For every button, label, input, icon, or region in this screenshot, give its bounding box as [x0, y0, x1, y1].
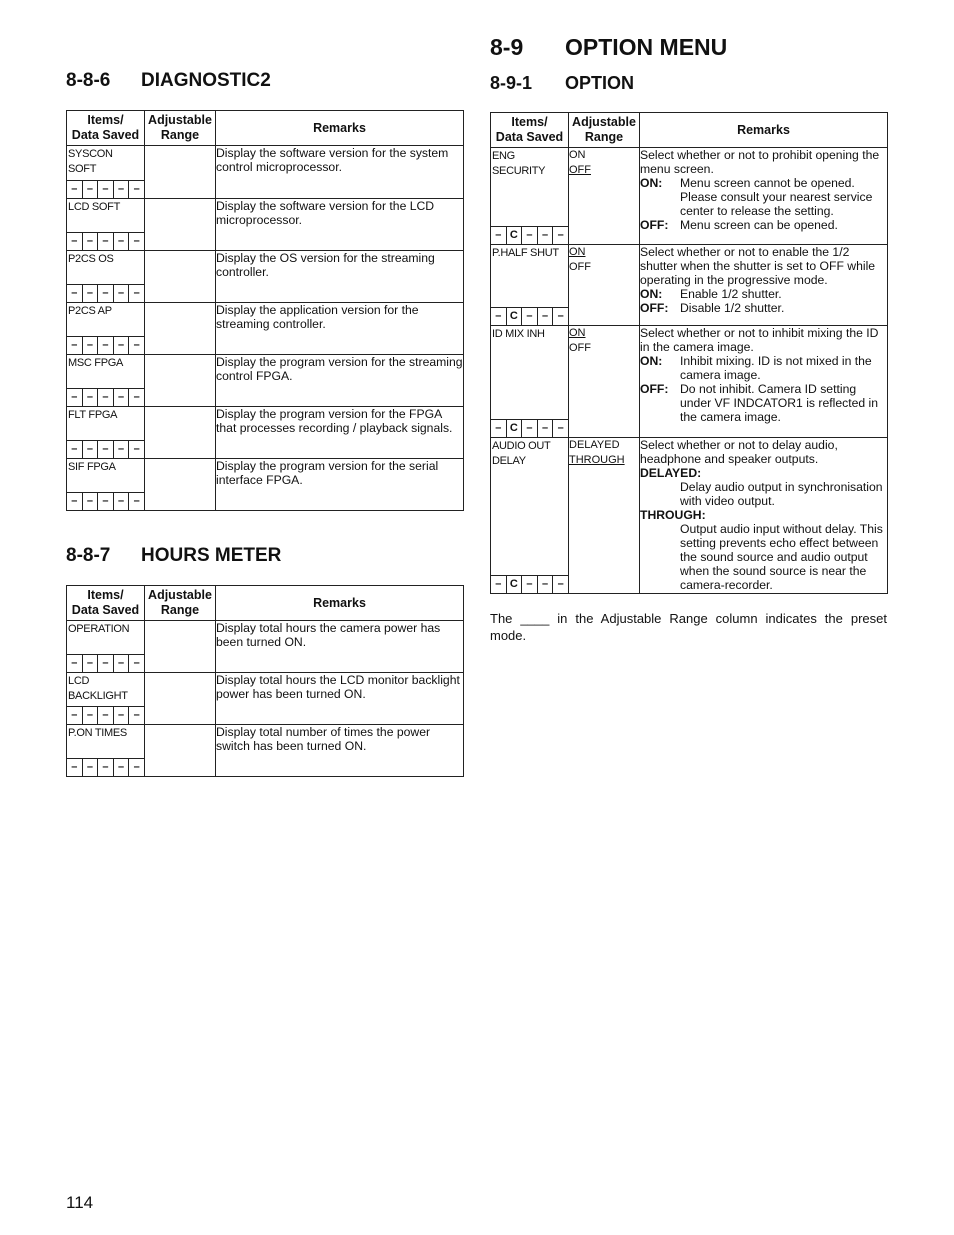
saved-flag: – — [98, 389, 114, 406]
range-cell — [145, 621, 216, 673]
saved-flag: – — [133, 287, 140, 299]
definition-key: OFF: — [640, 218, 669, 232]
remarks-definition — [640, 176, 887, 218]
header-range-line2: Range — [584, 130, 624, 144]
remarks-definition — [640, 354, 887, 382]
range-option: ON — [569, 149, 586, 161]
header-items-line2: Data Saved — [71, 128, 140, 142]
saved-flag: – — [83, 759, 99, 776]
table-header-row — [67, 111, 464, 146]
saved-flag: – — [83, 707, 99, 724]
saved-flag: – — [538, 420, 554, 437]
item-cell — [67, 673, 145, 725]
item-cell — [67, 621, 145, 673]
item-cell — [67, 251, 145, 303]
range-cell — [569, 326, 640, 438]
section-title: DIAGNOSTIC2 — [141, 70, 271, 91]
item-cell — [67, 459, 145, 511]
definition-value: Do not inhibit. Camera ID setting under VF INDCATOR1 is reflected in the camera image. — [680, 382, 879, 424]
remarks-cell: Display the program version for the serial interface FPGA. — [216, 459, 464, 511]
saved-flag: – — [557, 310, 564, 322]
range-cell — [569, 245, 640, 326]
saved-flag: – — [67, 389, 83, 406]
definition-value: Disable 1/2 shutter. — [680, 301, 785, 315]
definition-value: Menu screen can be opened. — [680, 218, 838, 232]
saved-flag: – — [83, 285, 99, 302]
saved-flag: – — [83, 233, 99, 250]
section-heading-option-menu — [490, 34, 887, 61]
saved-flag: – — [114, 233, 130, 250]
definition-key: ON: — [640, 176, 663, 190]
definition-key: THROUGH: — [640, 508, 706, 522]
saved-flag: – — [522, 227, 538, 244]
saved-flag: – — [114, 441, 130, 458]
saved-flag: – — [83, 441, 99, 458]
header-items-line1: Items/ — [87, 113, 124, 127]
definition-key: DELAYED: — [640, 466, 702, 480]
range-cell — [145, 673, 216, 725]
range-cell — [145, 725, 216, 777]
item-name: SIF FPGA — [68, 461, 116, 473]
data-saved-flags — [67, 232, 144, 250]
item-cell — [67, 199, 145, 251]
item-cell — [67, 355, 145, 407]
saved-flag: – — [133, 443, 140, 455]
item-name — [491, 148, 568, 179]
section-number: 8-8-6 — [66, 70, 111, 91]
remarks-cell: Display the software version for the LCD microprocessor. — [216, 199, 464, 251]
table-row — [67, 251, 464, 303]
remarks-cell: Display total number of times the power switch has been turned ON. — [216, 725, 464, 777]
saved-flag: – — [67, 441, 83, 458]
saved-flag: – — [98, 181, 114, 198]
saved-flag: – — [133, 495, 140, 507]
range-option: OFF — [569, 342, 591, 354]
remarks-definition — [640, 382, 887, 424]
remarks-cell: Display the software version for the system control microprocessor. — [216, 146, 464, 199]
item-name: P2CS OS — [68, 253, 114, 265]
item-name-line1: LCD — [68, 675, 90, 687]
saved-flag: – — [67, 285, 83, 302]
range-cell — [145, 146, 216, 199]
range-cell — [145, 459, 216, 511]
remarks-cell: Display total hours the camera power has been turned ON. — [216, 621, 464, 673]
saved-flag: – — [491, 576, 507, 593]
section-number: 8-9 — [490, 34, 524, 60]
definition-key: ON: — [640, 287, 663, 301]
option-table — [490, 112, 888, 594]
item-cell — [491, 245, 569, 326]
saved-flag: – — [133, 709, 140, 721]
remarks-cell: Display the OS version for the streaming controller. — [216, 251, 464, 303]
item-cell — [491, 326, 569, 438]
definition-value: Inhibit mixing. ID is not mixed in the camera image. — [680, 354, 872, 382]
saved-flag: – — [114, 707, 130, 724]
item-name: P.ON TIMES — [68, 727, 127, 739]
saved-flag: – — [114, 285, 130, 302]
saved-flag: – — [98, 759, 114, 776]
range-cell — [145, 407, 216, 459]
data-saved-flags — [67, 492, 144, 510]
range-cell — [145, 251, 216, 303]
item-cell — [491, 148, 569, 245]
item-name-line2: BACKLIGHT — [68, 690, 128, 702]
item-name: LCD SOFT — [68, 201, 120, 213]
header-range-line1: Adjustable — [148, 588, 212, 602]
item-name: OPERATION — [68, 623, 130, 635]
item-name — [491, 438, 568, 469]
saved-flag: – — [98, 441, 114, 458]
definition-value: Enable 1/2 shutter. — [680, 287, 782, 301]
range-cell — [145, 355, 216, 407]
item-name: P2CS AP — [68, 305, 112, 317]
saved-flag: – — [98, 707, 114, 724]
remarks-intro: Select whether or not to inhibit mixing the ID in the camera image. — [640, 326, 879, 354]
saved-flag: – — [133, 339, 140, 351]
header-range-line1: Adjustable — [148, 113, 212, 127]
header-remarks: Remarks — [216, 111, 464, 146]
definition-key: OFF: — [640, 301, 669, 315]
item-name-line2: SECURITY — [492, 165, 546, 177]
table-row — [67, 199, 464, 251]
header-items-line1: Items/ — [511, 115, 548, 129]
remarks-cell: Display the application version for the streaming controller. — [216, 303, 464, 355]
table-row — [67, 146, 464, 199]
saved-flag: – — [114, 181, 130, 198]
header-range — [145, 586, 216, 621]
section-title: OPTION — [565, 73, 635, 93]
saved-flag: – — [67, 707, 83, 724]
saved-flag: C — [507, 308, 523, 325]
data-saved-flags — [491, 226, 568, 244]
saved-flag: – — [67, 337, 83, 354]
table-row — [67, 407, 464, 459]
section-number: 8-8-7 — [66, 545, 111, 566]
page-number: 114 — [66, 1193, 94, 1212]
section-title: HOURS METER — [141, 545, 282, 566]
data-saved-flags — [491, 307, 568, 325]
saved-flag: – — [557, 229, 564, 241]
saved-flag: – — [98, 337, 114, 354]
data-saved-flags — [67, 758, 144, 776]
preset-note: The ____ in the Adjustable Range column indicates the preset mode. — [490, 611, 887, 643]
table-header-row — [491, 113, 888, 148]
table-row — [67, 459, 464, 511]
item-cell — [67, 725, 145, 777]
definition-value: Menu screen cannot be opened. Please consult your nearest service center to release the setting. — [680, 176, 873, 218]
saved-flag: – — [522, 420, 538, 437]
data-saved-flags — [67, 336, 144, 354]
saved-flag: – — [114, 759, 130, 776]
remarks-intro: Select whether or not to enable the 1/2 shutter when the shutter is set to OFF while operating in the progressive mode. — [640, 245, 876, 287]
table-row — [67, 303, 464, 355]
remarks-cell: Display the program version for the FPGA that processes recording / playback signals. — [216, 407, 464, 459]
hours-meter-table — [66, 585, 464, 777]
header-items-line2: Data Saved — [495, 130, 564, 144]
saved-flag: – — [114, 655, 130, 672]
remarks-definition — [640, 301, 887, 315]
saved-flag: – — [98, 285, 114, 302]
range-cell — [145, 303, 216, 355]
left-column — [66, 70, 463, 777]
range-option-preset: OFF — [569, 164, 591, 176]
remarks-cell: Display the program version for the streaming control FPGA. — [216, 355, 464, 407]
header-items — [491, 113, 569, 148]
data-saved-flags — [491, 419, 568, 437]
saved-flag: – — [557, 578, 564, 590]
saved-flag: – — [538, 227, 554, 244]
range-option-preset: ON — [569, 246, 586, 258]
section-title: OPTION MENU — [565, 34, 728, 60]
section-number: 8-9-1 — [490, 73, 533, 93]
range-cell — [145, 199, 216, 251]
definition-value: Output audio input without delay. This setting prevents echo effect between the sound source and audio output when the sound source is near the camera-recorder. — [680, 522, 883, 592]
saved-flag: – — [133, 657, 140, 669]
item-name-line1: AUDIO OUT — [492, 440, 551, 452]
table-row — [67, 725, 464, 777]
saved-flag: – — [67, 233, 83, 250]
saved-flag: – — [83, 389, 99, 406]
table-row — [491, 148, 888, 245]
saved-flag: – — [114, 389, 130, 406]
saved-flag: – — [491, 227, 507, 244]
remarks-cell — [640, 245, 888, 326]
item-name-line1: ENG — [492, 150, 515, 162]
table-row — [491, 245, 888, 326]
range-option: OFF — [569, 261, 591, 273]
item-cell — [491, 438, 569, 594]
item-name — [67, 673, 144, 704]
item-name: P.HALF SHUT — [492, 247, 559, 259]
definition-key: OFF: — [640, 382, 669, 396]
item-cell — [67, 146, 145, 199]
definition-value: Delay audio output in synchronisation with video output. — [680, 480, 883, 508]
saved-flag: – — [133, 235, 140, 247]
diagnostic2-table — [66, 110, 464, 511]
saved-flag: – — [98, 233, 114, 250]
data-saved-flags — [67, 388, 144, 406]
saved-flag: – — [67, 759, 83, 776]
item-name: ID MIX INH — [492, 328, 545, 340]
table-header-row — [67, 586, 464, 621]
item-cell — [67, 407, 145, 459]
header-remarks: Remarks — [640, 113, 888, 148]
header-items — [67, 111, 145, 146]
header-items-line2: Data Saved — [71, 603, 140, 617]
header-range-line1: Adjustable — [572, 115, 636, 129]
header-remarks: Remarks — [216, 586, 464, 621]
saved-flag: – — [83, 493, 99, 510]
data-saved-flags — [67, 654, 144, 672]
saved-flag: – — [83, 337, 99, 354]
remarks-cell — [640, 148, 888, 245]
item-name-line2: DELAY — [492, 455, 526, 467]
saved-flag: – — [67, 655, 83, 672]
remarks-cell: Display total hours the LCD monitor backlight power has been turned ON. — [216, 673, 464, 725]
data-saved-flags — [491, 575, 568, 593]
header-items-line1: Items/ — [87, 588, 124, 602]
section-heading-option — [490, 73, 887, 94]
right-column — [490, 34, 887, 657]
data-saved-flags — [67, 440, 144, 458]
table-row — [67, 621, 464, 673]
saved-flag: – — [538, 576, 554, 593]
saved-flag: – — [83, 181, 99, 198]
data-saved-flags — [67, 284, 144, 302]
remarks-definition — [640, 287, 887, 301]
saved-flag: – — [522, 576, 538, 593]
saved-flag: – — [557, 422, 564, 434]
remarks-cell — [640, 326, 888, 438]
data-saved-flags — [67, 706, 144, 724]
data-saved-flags — [67, 180, 144, 198]
table-row — [67, 673, 464, 725]
range-option-preset: THROUGH — [569, 454, 625, 466]
saved-flag: C — [507, 576, 523, 593]
remarks-cell — [640, 438, 888, 594]
table-row — [67, 355, 464, 407]
item-name: MSC FPGA — [68, 357, 124, 369]
saved-flag: – — [114, 337, 130, 354]
header-items — [67, 586, 145, 621]
remarks-definition — [640, 218, 887, 232]
header-range-line2: Range — [160, 128, 200, 142]
header-range — [569, 113, 640, 148]
header-range — [145, 111, 216, 146]
section-heading-hours-meter — [66, 545, 463, 567]
section-heading-diagnostic2 — [66, 70, 463, 92]
item-name: FLT FPGA — [68, 409, 118, 421]
saved-flag: – — [98, 655, 114, 672]
saved-flag: – — [133, 761, 140, 773]
saved-flag: – — [83, 655, 99, 672]
saved-flag: – — [491, 308, 507, 325]
range-option: DELAYED — [569, 439, 620, 451]
saved-flag: – — [538, 308, 554, 325]
table-row — [491, 326, 888, 438]
saved-flag: – — [491, 420, 507, 437]
range-option-preset: ON — [569, 327, 586, 339]
range-cell — [569, 148, 640, 245]
remarks-intro: Select whether or not to prohibit opening the menu screen. — [640, 148, 880, 176]
saved-flag: C — [507, 420, 523, 437]
saved-flag: – — [522, 308, 538, 325]
saved-flag: – — [67, 181, 83, 198]
remarks-intro: Select whether or not to delay audio, headphone and speaker outputs. — [640, 438, 838, 466]
saved-flag: – — [114, 493, 130, 510]
saved-flag: C — [507, 227, 523, 244]
item-cell — [67, 303, 145, 355]
definition-key: ON: — [640, 354, 663, 368]
saved-flag: – — [67, 493, 83, 510]
header-range-line2: Range — [160, 603, 200, 617]
saved-flag: – — [133, 183, 140, 195]
saved-flag: – — [133, 391, 140, 403]
range-cell — [569, 438, 640, 594]
saved-flag: – — [98, 493, 114, 510]
table-row — [491, 438, 888, 594]
item-name: SYSCON SOFT — [68, 148, 113, 175]
